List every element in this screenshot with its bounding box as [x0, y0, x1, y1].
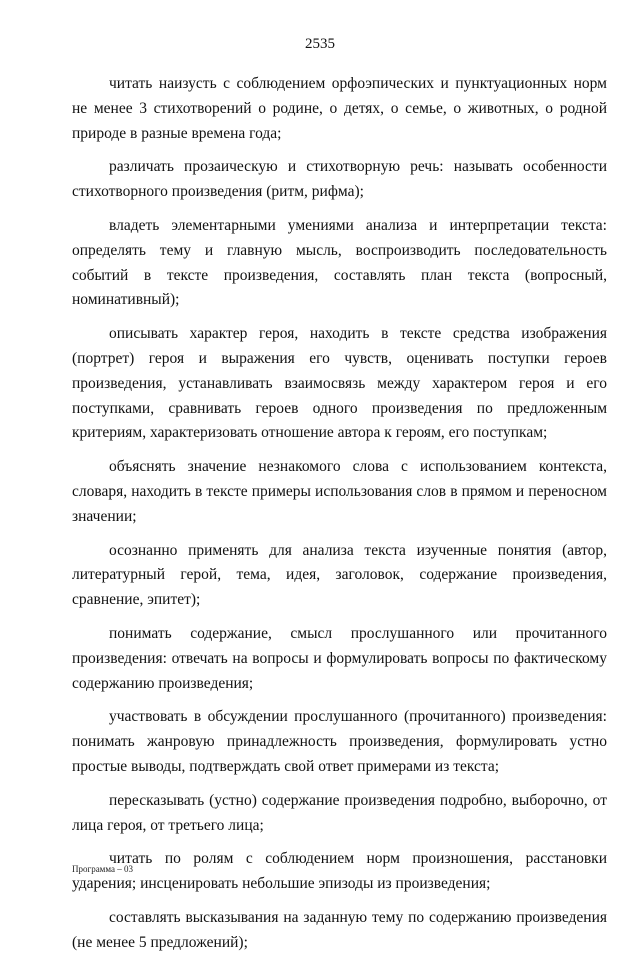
paragraph: объяснять значение незнакомого слова с использованием контекста, словаря, находить в тексте примеры использования слов в прямом и переносном значении;: [72, 458, 607, 525]
paragraph: владеть элементарными умениями анализа и интерпретации текста: определять тему и главную мысль, воспроизводить последовательность событий в тексте произведения, составлять план текста (вопросный, номинативный);: [72, 216, 607, 309]
paragraph: читать по ролям с соблюдением норм произношения, расстановки ударения; инсценировать небольшие эпизоды из произведения;: [72, 850, 607, 893]
paragraph: понимать содержание, смысл прослушанного или прочитанного произведения: отвечать на вопросы и формулировать вопросы по фактическому содержанию произведения;: [72, 624, 607, 692]
paragraph: пересказывать (устно) содержание произведения подробно, выборочно, от лица героя, от третьего лица;: [72, 791, 607, 834]
paragraph: участвовать в обсуждении прослушанного (прочитанного) произведения: понимать жанровую принадлежность произведения, формулировать устно простые выводы, подтверждать свой ответ примерами из текста;: [72, 708, 607, 775]
paragraph: составлять высказывания на заданную тему по содержанию произведения (не менее 5 предложений);: [72, 908, 607, 951]
page-content: [72, 72, 607, 965]
paragraph: осознанно применять для анализа текста изученные понятия (автор, литературный герой, тема, идея, заголовок, содержание произведения, сравнение, эпитет);: [72, 541, 607, 609]
page-footer: Программа – 03: [72, 864, 134, 874]
paragraph: описывать характер героя, находить в тексте средства изображения (портрет) героя и выражения его чувств, оценивать поступки героев произведения, устанавливать взаимосвязь между характером героя и его поступками, сравнивать героев одного произведения по предложенным критериям, характеризовать отношение автора к героям, его поступкам;: [72, 325, 607, 442]
paragraph: читать наизусть с соблюдением орфоэпических и пунктуационных норм не менее 3 стихотворений о родине, о детях, о семье, о животных, о родной природе в разные времена года;: [72, 75, 607, 142]
page-number: 2535: [305, 36, 335, 52]
paragraph: различать прозаическую и стихотворную речь: называть особенности стихотворного произведения (ритм, рифма);: [72, 158, 607, 201]
